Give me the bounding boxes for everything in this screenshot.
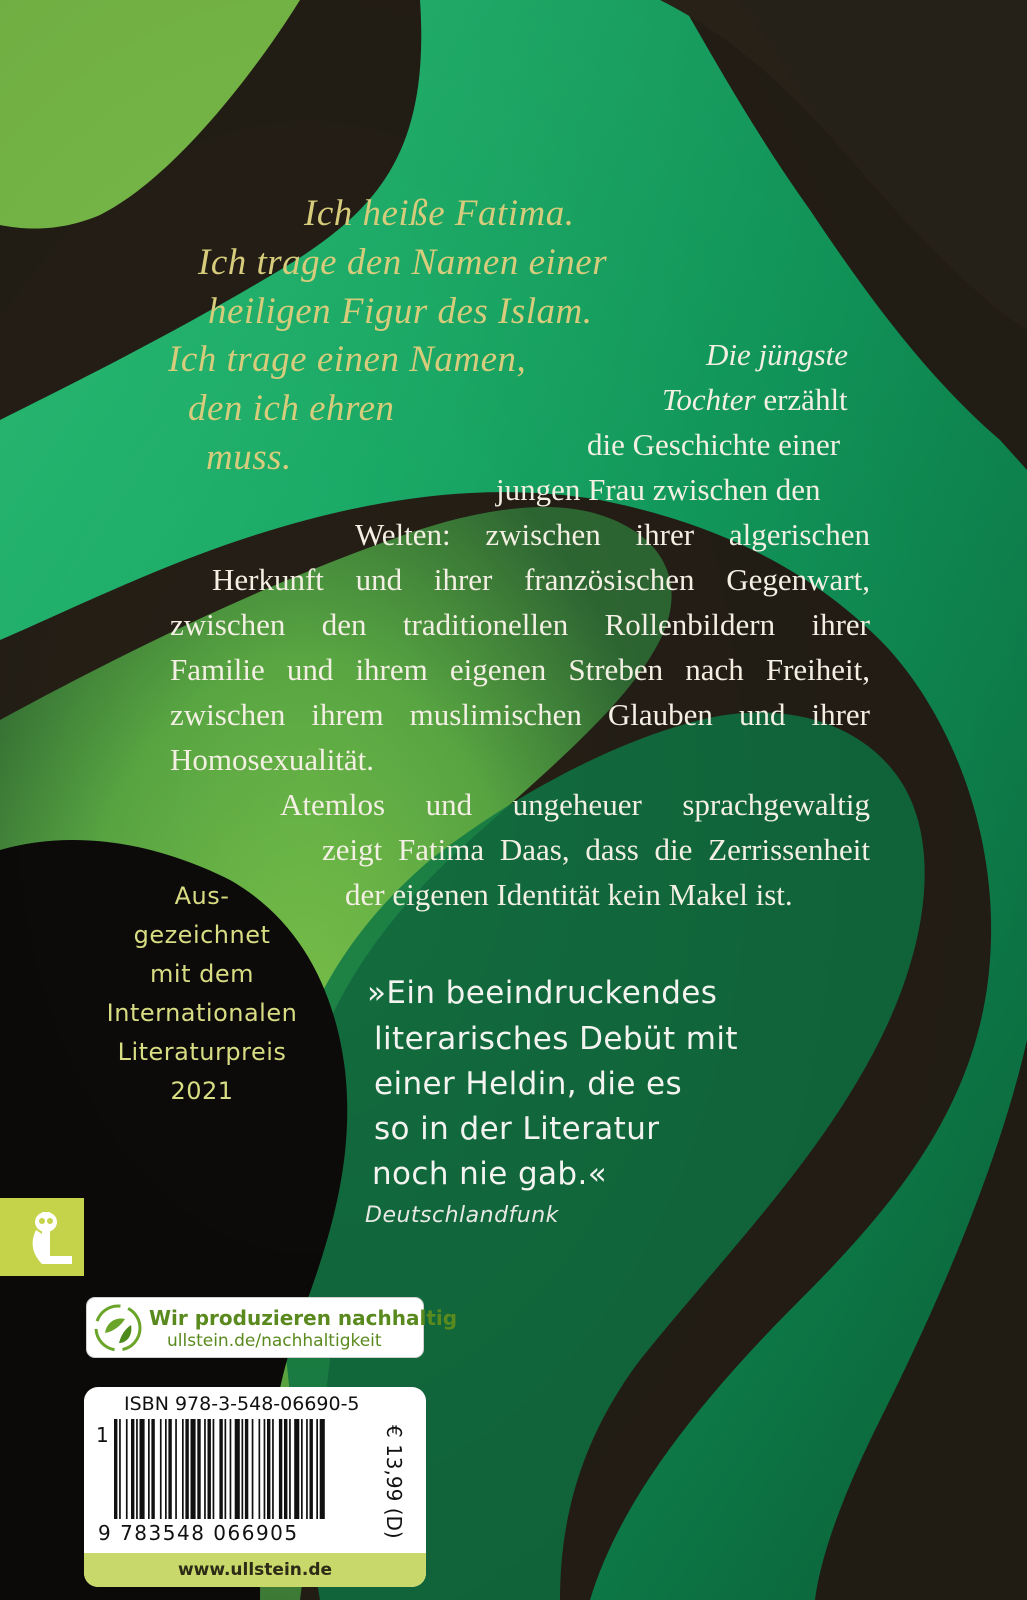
book-title-part: Die jüngste <box>706 337 849 372</box>
press-quote-line: noch nie gab.« <box>372 1156 608 1192</box>
award-line: 2021 <box>170 1077 234 1105</box>
blurb-line: die Geschichte einer <box>587 427 841 462</box>
quote-line: den ich ehren <box>188 388 395 429</box>
blurb-line: Welten: zwischen ihrer algerischen <box>355 517 870 552</box>
publisher-website: www.ullstein.de <box>84 1553 426 1587</box>
blurb-line: Homosexualität. <box>170 742 375 777</box>
award-line: gezeichnet <box>133 921 271 949</box>
blurb-text: erzählt <box>763 382 848 417</box>
book-title-part: Tochter <box>662 382 756 417</box>
quote-line: Ich heiße Fatima. <box>304 193 575 234</box>
owl-logo-icon <box>0 1198 84 1276</box>
isbn-text: ISBN 978-3-548-06690-5 <box>124 1393 360 1415</box>
quote-line: muss. <box>206 437 292 478</box>
barcode-bars <box>100 1419 376 1519</box>
sustainability-title: Wir produzieren nachhaltig <box>149 1306 458 1330</box>
blurb-line: zwischen ihrem muslimischen Glauben und ihrer <box>170 697 870 732</box>
blurb-line: Familie und ihrem eigenen Streben nach Freiheit, <box>170 652 870 687</box>
blurb-line: jungen Frau zwischen den <box>496 472 821 507</box>
press-quote-line: »Ein beeindruckendes <box>367 975 718 1011</box>
price-label: € 13,99 (D) <box>382 1425 406 1539</box>
blurb-line <box>662 382 848 418</box>
blurb-line: zeigt Fatima Daas, dass die Zerrissenheit <box>322 832 870 867</box>
award-line: Internationalen <box>106 999 298 1027</box>
sustainability-url: ullstein.de/nachhaltigkeit <box>167 1331 382 1351</box>
award-line: Aus- <box>174 882 230 910</box>
barcode-digits: 9 783548 066905 <box>98 1521 299 1545</box>
press-source: Deutschlandfunk <box>365 1203 559 1228</box>
blurb-line: Herkunft und ihrer französischen Gegenwart, <box>212 562 870 597</box>
press-quote-line: so in der Literatur <box>374 1111 660 1147</box>
sustainability-label <box>86 1297 458 1358</box>
blurb-title-line <box>706 337 848 373</box>
blurb-line: Atemlos und ungeheuer sprachgewaltig <box>280 787 870 822</box>
press-quote-line: einer Heldin, die es <box>374 1066 683 1102</box>
press-quote-line: literarisches Debüt mit <box>374 1021 738 1057</box>
quote-line: Ich trage den Namen einer <box>198 242 608 283</box>
award-line: mit dem <box>150 960 254 988</box>
quote-line: heiligen Figur des Islam. <box>208 291 593 332</box>
blurb-line: zwischen den traditionellen Rollenbildern ihrer <box>170 607 870 642</box>
blurb-line: der eigenen Identität kein Makel ist. <box>345 877 793 912</box>
quote-line: Ich trage einen Namen, <box>168 339 527 380</box>
barcode-label <box>84 1387 426 1587</box>
recycle-leaves-icon <box>93 1303 143 1353</box>
publisher-logo <box>0 1198 84 1276</box>
award-line: Literaturpreis <box>117 1038 287 1066</box>
barcode-lead-digit: 1 <box>96 1423 109 1447</box>
